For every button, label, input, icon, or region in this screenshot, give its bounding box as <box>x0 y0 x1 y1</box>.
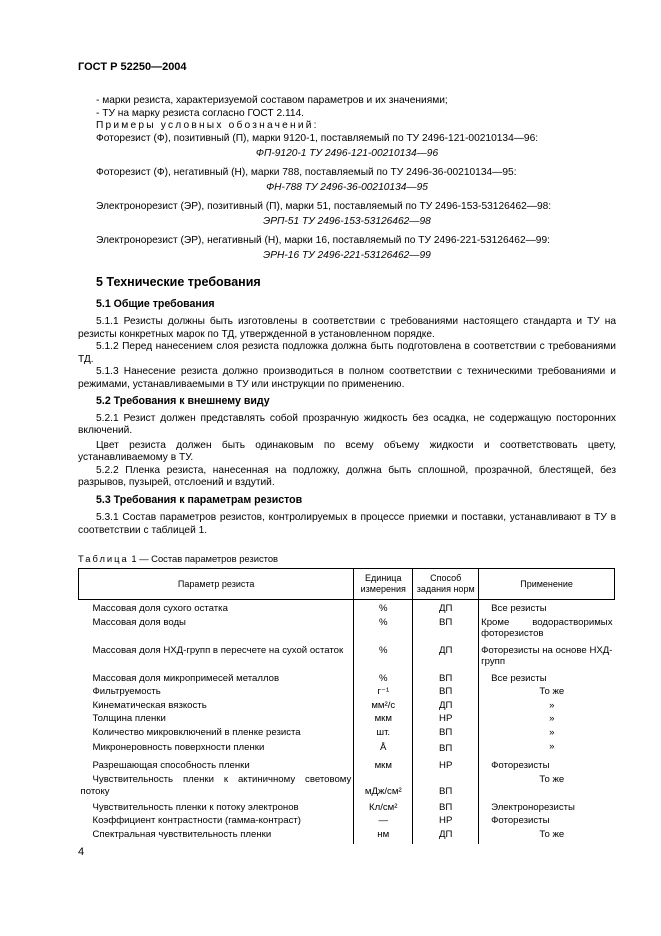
cell-unit: мДж/см² <box>354 772 413 799</box>
cell-use: То же <box>539 828 565 840</box>
cell-method: ВП <box>413 799 479 815</box>
page-number: 4 <box>78 846 85 858</box>
example-code: ФН-788 ТУ 2496-36-00210134—95 <box>266 182 428 193</box>
cell-unit: Кл/см² <box>354 799 413 815</box>
cell-unit: мкм <box>354 712 413 726</box>
cell-param: Массовая доля сухого остатка <box>79 600 354 616</box>
cell-use: » <box>549 726 555 738</box>
document-header: ГОСТ Р 52250—2004 <box>78 61 187 73</box>
cell-method: НР <box>413 814 479 828</box>
cell-unit: — <box>354 814 413 828</box>
paragraph: 5.1.1 Резисты должны быть изготовлены в соответствии с требованиями настоящего стандарта и ТУ на резисты конкретных марок по ТД, утвержденной в установленном порядке. <box>78 316 616 340</box>
cell-unit: % <box>354 669 413 686</box>
cell-use: Фоторезисты на основе НХД-групп <box>481 644 613 667</box>
table-row <box>79 814 615 828</box>
section-5-block <box>78 276 616 537</box>
section-title: 5 Технические требования <box>96 275 261 289</box>
cell-method: НР <box>413 712 479 726</box>
table-row <box>79 828 615 845</box>
cell-param: Массовая доля НХД-групп в пересчете на сухой остаток <box>79 641 354 669</box>
table-row <box>79 616 615 641</box>
cell-param: Разрешающая способность пленки <box>79 756 354 773</box>
cell-method: ДП <box>413 699 479 713</box>
table-caption-word: Таблица <box>78 553 129 564</box>
cell-unit: г⁻¹ <box>354 685 413 699</box>
cell-method: ДП <box>413 600 479 616</box>
column-header: Параметр резиста <box>79 569 354 600</box>
cell-use: » <box>549 699 555 711</box>
subsection-title: 5.2 Требования к внешнему виду <box>96 395 270 407</box>
example-text: Фоторезист (Ф), позитивный (П), марки 9120-1, поставляемый по ТУ 2496-121-00210134—96: <box>96 132 539 144</box>
intro-block <box>78 95 616 263</box>
cell-unit: мм²/с <box>354 699 413 713</box>
paragraph: 5.2.2 Пленка резиста, нанесенная на подложку, должна быть сплошной, прозрачной, блестящей, без разрывов, пузырей, отслоений и вздутий. <box>78 464 616 488</box>
paragraph: 5.1.3 Нанесение резиста должно производиться в полном соответствии с техническими требованиями и режимами, устанавливаемыми в ТУ или инструкции по применению. <box>78 366 616 390</box>
cell-param: Толщина пленки <box>79 712 354 726</box>
cell-method: ВП <box>413 616 479 641</box>
cell-use: Все резисты <box>491 672 547 684</box>
column-header: Способ задания норм <box>413 569 479 600</box>
cell-use: Фоторезисты <box>491 759 550 771</box>
paragraph: 5.1.2 Перед нанесением слоя резиста подложка должна быть подготовлена в соответствии с требованиями ТД. <box>78 341 616 365</box>
cell-method: ВП <box>413 726 479 740</box>
example-code: ЭРН-16 ТУ 2496-221-53126462—99 <box>263 250 431 261</box>
cell-param: Кинематическая вязкость <box>79 699 354 713</box>
table-row <box>79 726 615 740</box>
cell-method: ДП <box>413 641 479 669</box>
table-row <box>79 712 615 726</box>
cell-param: Чувствительность пленки к актиничному световому потоку <box>79 772 354 799</box>
table-row <box>79 772 615 799</box>
cell-use: Все резисты <box>491 603 547 614</box>
cell-param: Фильтруемость <box>79 685 354 699</box>
cell-method: ВП <box>413 669 479 686</box>
cell-method: ВП <box>413 685 479 699</box>
cell-unit: шт. <box>354 726 413 740</box>
cell-param: Спектральная чувствительность пленки <box>79 828 354 845</box>
cell-method: ВП <box>413 739 479 756</box>
cell-unit: мкм <box>354 756 413 773</box>
cell-use: То же <box>539 686 565 697</box>
cell-param: Микронеровность поверхности пленки <box>79 739 354 756</box>
table-row <box>79 756 615 773</box>
examples-title: Примеры условных обозначений: <box>96 120 319 131</box>
parameters-table <box>78 568 615 844</box>
cell-method: НР <box>413 756 479 773</box>
paragraph: 5.3.1 Состав параметров резистов, контролируемых в процессе приемки и поставки, устанавливают в ТУ в соответствии с таблицей 1. <box>78 512 616 536</box>
table-row <box>79 699 615 713</box>
cell-method: ВП <box>413 772 479 799</box>
table-caption <box>78 553 278 566</box>
example-text: Фоторезист (Ф), негативный (Н), марки 788, поставляемый по ТУ 2496-36-00210134—95: <box>96 166 517 178</box>
paragraph: Цвет резиста должен быть одинаковым по всему объему жидкости и соответствовать цвету, устанавливаемому в ТУ. <box>78 439 616 463</box>
table-row <box>79 685 615 699</box>
column-header: Применение <box>479 569 615 600</box>
cell-param: Чувствительность пленки к потоку электронов <box>79 799 354 815</box>
cell-param: Массовая доля воды <box>79 616 354 641</box>
table-row <box>79 669 615 686</box>
cell-unit: % <box>354 600 413 616</box>
cell-method: ДП <box>413 828 479 845</box>
paragraph: 5.2.1 Резист должен представлять собой прозрачную жидкость без осадка, не содержащую посторонних включений. <box>78 412 616 436</box>
cell-use: Фоторезисты <box>491 815 550 826</box>
table-row <box>79 641 615 669</box>
cell-unit: нм <box>354 828 413 845</box>
subsection-title: 5.3 Требования к параметрам резистов <box>96 493 303 506</box>
table-row <box>79 739 615 756</box>
table-caption-text: 1 — Состав параметров резистов <box>128 553 279 564</box>
cell-param: Массовая доля микропримесей металлов <box>79 669 354 686</box>
intro-line: - ТУ на марку резиста согласно ГОСТ 2.114. <box>96 107 305 119</box>
example-text: Электронорезист (ЭР), позитивный (П), марки 51, поставляемый по ТУ 2496-153-53126462—98: <box>96 200 552 212</box>
cell-unit: % <box>354 616 413 641</box>
example-code: ФП-9120-1 ТУ 2496-121-00210134—96 <box>255 148 439 159</box>
example-text: Электронорезист (ЭР), негативный (Н), марки 16, поставляемый по ТУ 2496-221-53126462—99: <box>96 234 550 246</box>
cell-use: То же <box>539 774 565 785</box>
cell-use: Электронорезисты <box>491 801 575 813</box>
table-row <box>79 799 615 815</box>
cell-param: Количество микровключений в пленке резиста <box>79 726 354 740</box>
cell-param: Коэффициент контрастности (гамма-контраст) <box>79 814 354 828</box>
cell-use: Кроме водорастворимых фоторезистов <box>481 616 613 639</box>
subsection-title: 5.1 Общие требования <box>96 297 215 310</box>
cell-use: » <box>549 741 555 752</box>
column-header: Единица измерения <box>354 569 413 600</box>
cell-unit: Å <box>354 739 413 756</box>
intro-line: - марки резиста, характеризуемой составом параметров и их значениями; <box>96 95 448 106</box>
example-code: ЭРП-51 ТУ 2496-153-53126462—98 <box>263 216 431 227</box>
cell-unit: % <box>354 641 413 669</box>
cell-use: » <box>549 713 555 724</box>
table-row <box>79 600 615 616</box>
